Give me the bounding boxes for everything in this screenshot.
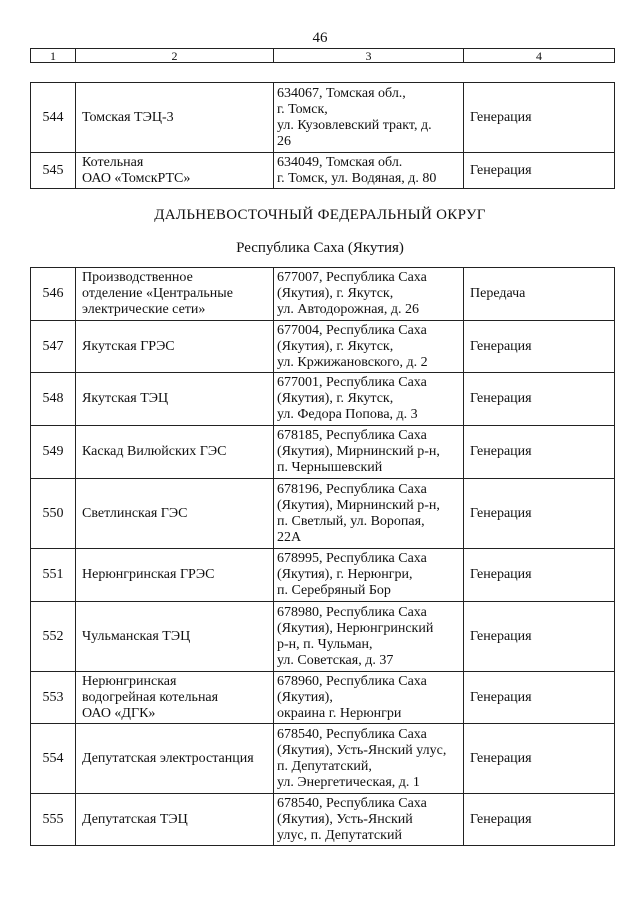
- address-line: г. Томск,: [277, 101, 328, 117]
- row-number: 555: [31, 794, 76, 846]
- address-line: п. Депутатский,: [277, 758, 372, 774]
- facility-name-line: Светлинская ГЭС: [82, 505, 188, 521]
- yakutia-table: [30, 267, 615, 846]
- facility-type: Генерация: [464, 83, 615, 153]
- facility-name: [76, 724, 274, 794]
- address-line: 678196, Республика Саха: [277, 481, 427, 497]
- table-row: [31, 373, 615, 426]
- table-row: [31, 426, 615, 479]
- address-line: (Якутия), г. Якутск,: [277, 338, 394, 354]
- row-number: 545: [31, 153, 76, 189]
- page-number: 46: [312, 30, 328, 46]
- table-row: [31, 153, 615, 189]
- address-line: 678540, Республика Саха: [277, 795, 427, 811]
- facility-name: [76, 268, 274, 321]
- address-line: ул. Автодорожная, д. 26: [277, 302, 419, 317]
- facility-name-line: Депутатская электростанция: [82, 750, 254, 766]
- table-row: [31, 672, 615, 724]
- facility-name: [76, 321, 274, 373]
- address-line: 678960, Республика Саха: [277, 673, 427, 689]
- table-row: [31, 479, 615, 549]
- facility-address: [274, 268, 464, 321]
- column-header: 4: [464, 49, 615, 63]
- table-row: [31, 83, 615, 153]
- address-line: 678185, Республика Саха: [277, 428, 427, 443]
- address-line: п. Серебряный Бор: [277, 583, 391, 598]
- address-line: р-н, п. Чульман,: [277, 636, 373, 652]
- facility-address: [274, 153, 464, 189]
- address-line: окраина г. Нерюнгри: [277, 705, 402, 721]
- facility-name-line: водогрейная котельная: [82, 689, 219, 705]
- facility-type: Генерация: [464, 602, 615, 672]
- address-line: г. Томск, ул. Водяная, д. 80: [277, 170, 437, 186]
- facility-address: [274, 479, 464, 549]
- address-line: 677004, Республика Саха: [277, 322, 427, 338]
- tomsk-table: [30, 82, 615, 189]
- facility-name-line: Чульманская ТЭЦ: [82, 628, 191, 644]
- facility-name-line: Депутатская ТЭЦ: [82, 811, 188, 827]
- facility-type: Генерация: [464, 672, 615, 724]
- facility-address: [274, 373, 464, 426]
- facility-type: Генерация: [464, 479, 615, 549]
- address-line: п. Чернышевский: [277, 460, 383, 475]
- facility-name-line: Якутская ГРЭС: [82, 338, 175, 354]
- address-line: (Якутия), г. Якутск,: [277, 391, 394, 406]
- facility-name: [76, 549, 274, 602]
- column-header: 1: [31, 49, 76, 63]
- facility-type: Передача: [464, 268, 615, 321]
- address-line: (Якутия), Мирнинский р-н,: [277, 444, 440, 459]
- facility-type: Генерация: [464, 321, 615, 373]
- address-line: 634049, Томская обл.: [277, 154, 403, 170]
- facility-type: Генерация: [464, 426, 615, 479]
- table-row: [31, 549, 615, 602]
- facility-address: [274, 549, 464, 602]
- facility-address: [274, 794, 464, 846]
- address-line: (Якутия), Мирнинский р-н,: [277, 497, 440, 513]
- row-number: 548: [31, 373, 76, 426]
- row-number: 553: [31, 672, 76, 724]
- address-line: 678540, Республика Саха: [277, 726, 427, 742]
- facility-name-line: Томская ТЭЦ-3: [82, 109, 174, 125]
- column-header: 3: [274, 49, 464, 63]
- facility-type: Генерация: [464, 373, 615, 426]
- address-line: (Якутия), г. Нерюнгри,: [277, 567, 413, 582]
- address-line: ул. Энергетическая, д. 1: [277, 774, 420, 790]
- column-header: 2: [76, 49, 274, 63]
- facility-type: Генерация: [464, 549, 615, 602]
- address-line: (Якутия), г. Якутск,: [277, 286, 394, 301]
- facility-type: Генерация: [464, 724, 615, 794]
- row-number: 549: [31, 426, 76, 479]
- facility-name-line: Якутская ТЭЦ: [82, 391, 169, 406]
- address-line: улус, п. Депутатский: [277, 827, 402, 843]
- row-number: 554: [31, 724, 76, 794]
- address-line: п. Светлый, ул. Воропая,: [277, 513, 425, 529]
- facility-type: Генерация: [464, 153, 615, 189]
- address-line: (Якутия), Усть-Янский улус,: [277, 742, 447, 758]
- facility-address: [274, 602, 464, 672]
- table-row: [31, 268, 615, 321]
- facility-name-line: Котельная: [82, 154, 144, 170]
- address-line: 22А: [277, 529, 302, 545]
- row-number: 550: [31, 479, 76, 549]
- row-number: 551: [31, 549, 76, 602]
- address-line: ул. Федора Попова, д. 3: [277, 407, 418, 422]
- row-number: 546: [31, 268, 76, 321]
- address-line: ул. Советская, д. 37: [277, 652, 394, 668]
- address-line: ул. Кузовлевский тракт, д.: [277, 117, 432, 133]
- facility-name: [76, 373, 274, 426]
- address-line: (Якутия),: [277, 689, 333, 705]
- facility-address: [274, 83, 464, 153]
- facility-name: [76, 83, 274, 153]
- table-row: [31, 794, 615, 846]
- facility-name-line: Каскад Вилюйских ГЭС: [82, 444, 227, 459]
- address-line: 26: [277, 133, 291, 149]
- address-line: 634067, Томская обл.,: [277, 85, 406, 101]
- facility-name: [76, 153, 274, 189]
- facility-name-line: Нерюнгринская ГРЭС: [82, 567, 215, 582]
- facility-address: [274, 672, 464, 724]
- facility-name-line: электрические сети»: [82, 302, 206, 317]
- facility-address: [274, 321, 464, 373]
- facility-name-line: отделение «Центральные: [82, 286, 233, 301]
- row-number: 547: [31, 321, 76, 373]
- facility-name: [76, 479, 274, 549]
- address-line: ул. Кржижановского, д. 2: [277, 354, 428, 370]
- column-number-header: [30, 48, 615, 63]
- facility-name-line: ОАО «ТомскРТС»: [82, 170, 191, 186]
- facility-name-line: ОАО «ДГК»: [82, 705, 156, 721]
- facility-name-line: Производственное: [82, 270, 193, 285]
- table-row: [31, 321, 615, 373]
- table-row: [31, 602, 615, 672]
- address-line: (Якутия), Усть-Янский: [277, 811, 413, 827]
- facility-address: [274, 724, 464, 794]
- address-line: 678980, Республика Саха: [277, 604, 427, 620]
- district-heading: ДАЛЬНЕВОСТОЧНЫЙ ФЕДЕРАЛЬНЫЙ ОКРУГ: [154, 207, 486, 223]
- facility-name: [76, 794, 274, 846]
- facility-name-line: Нерюнгринская: [82, 673, 177, 689]
- row-number: 544: [31, 83, 76, 153]
- facility-type: Генерация: [464, 794, 615, 846]
- address-line: 678995, Республика Саха: [277, 551, 427, 566]
- row-number: 552: [31, 602, 76, 672]
- region-heading: Республика Саха (Якутия): [236, 240, 404, 256]
- address-line: (Якутия), Нерюнгринский: [277, 620, 434, 636]
- table-row: [31, 724, 615, 794]
- facility-address: [274, 426, 464, 479]
- header-row: [31, 49, 615, 63]
- facility-name: [76, 426, 274, 479]
- facility-name: [76, 672, 274, 724]
- facility-name: [76, 602, 274, 672]
- address-line: 677001, Республика Саха: [277, 375, 427, 390]
- address-line: 677007, Республика Саха: [277, 270, 427, 285]
